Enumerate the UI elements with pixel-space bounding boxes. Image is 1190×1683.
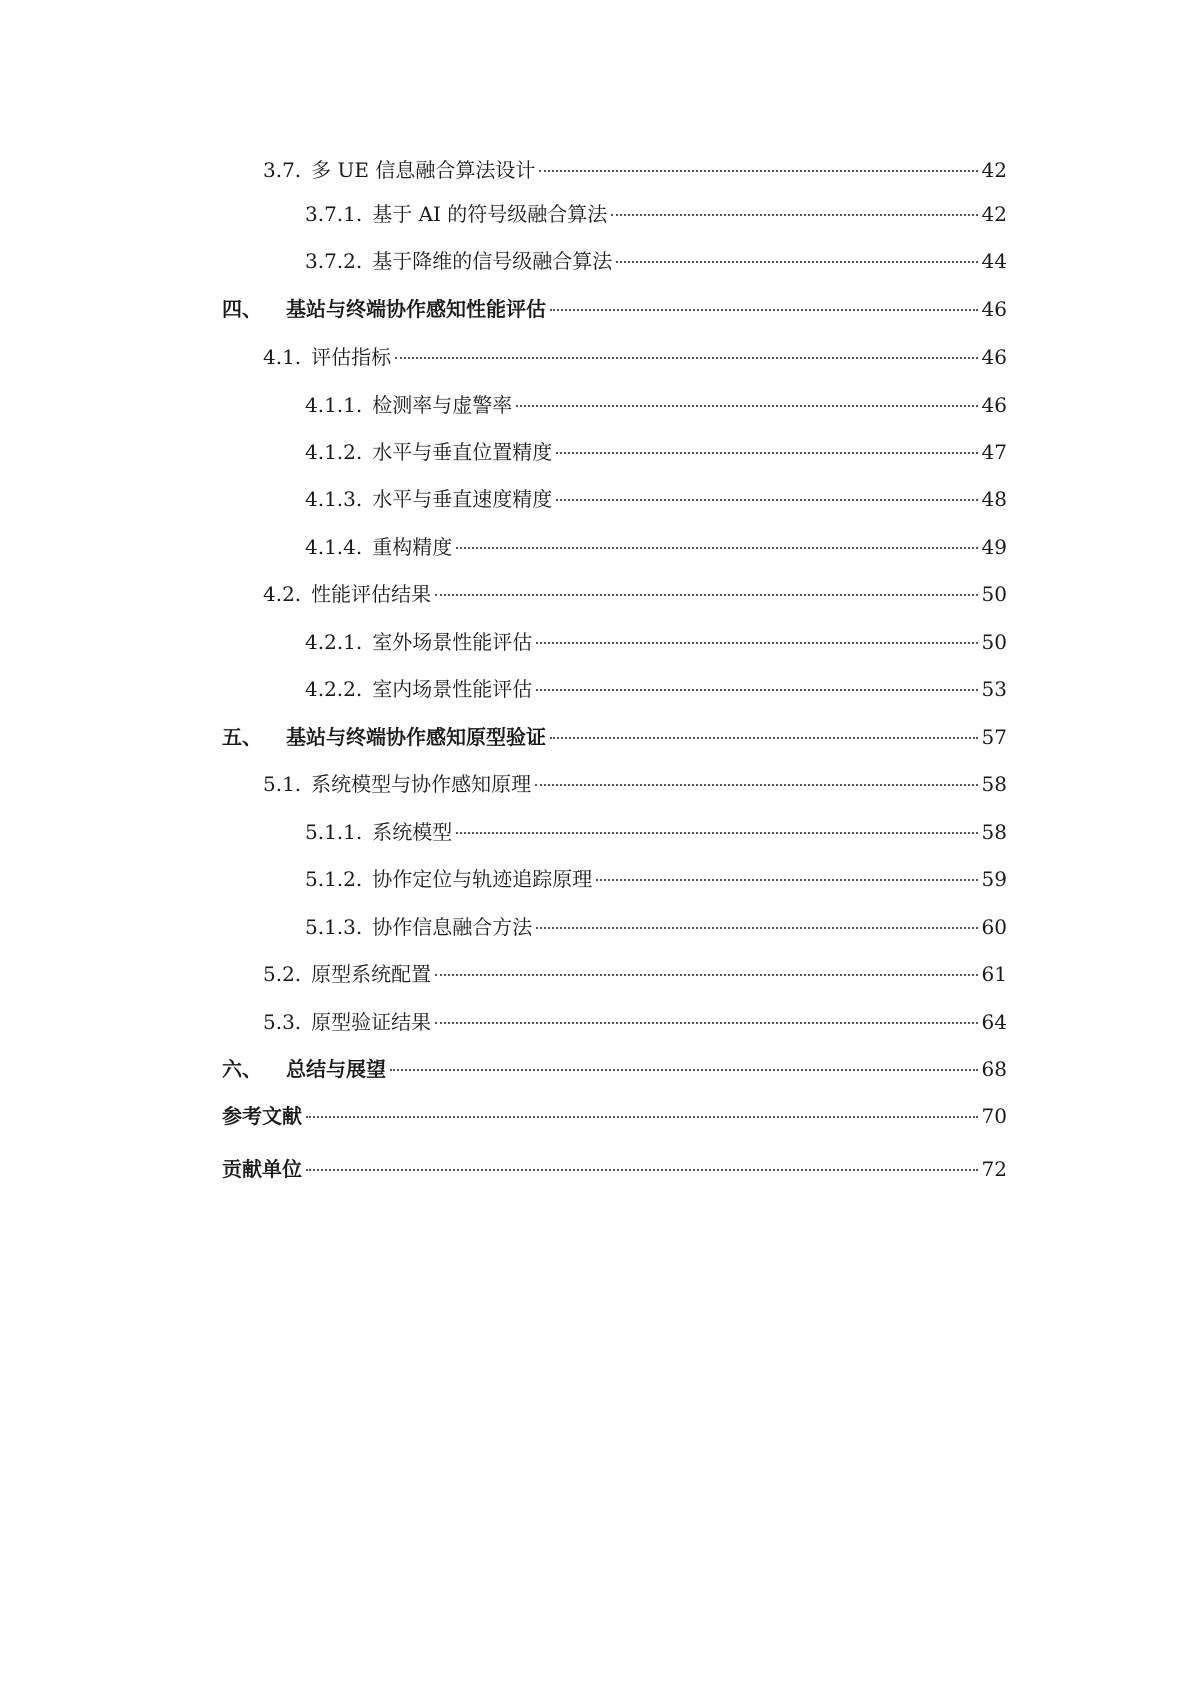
entry-title: 系统模型与协作感知原理 [311, 772, 532, 796]
entry-page-number: 60 [981, 915, 1007, 939]
toc-entry-3-7[interactable] [263, 155, 1007, 185]
entry-page-number: 53 [981, 677, 1007, 701]
dot-leader [616, 261, 977, 263]
toc-entry-4-2-1[interactable] [305, 627, 1007, 657]
entry-number: 4.1. [263, 345, 302, 369]
entry-page-number: 59 [981, 867, 1007, 891]
toc-entry-references[interactable] [222, 1101, 1007, 1131]
entry-number: 5.1. [263, 772, 302, 796]
toc-entry-chapter-6[interactable] [222, 1054, 1007, 1084]
entry-page-number: 42 [981, 158, 1007, 182]
entry-page-number: 58 [981, 772, 1007, 796]
toc-entry-5-2[interactable] [263, 959, 1007, 989]
toc-entry-4-2[interactable] [263, 579, 1007, 609]
entry-page-number: 44 [981, 249, 1007, 273]
dot-leader [596, 879, 977, 881]
toc-entry-5-1-3[interactable] [305, 912, 1007, 942]
dot-leader [550, 737, 978, 739]
entry-title: 多 UE 信息融合算法设计 [311, 158, 536, 182]
toc-entry-4-1-2[interactable] [305, 437, 1007, 467]
entry-number: 5.1.2. [305, 867, 363, 891]
entry-number: 3.7.1. [305, 202, 363, 226]
dot-leader [535, 784, 977, 786]
entry-number: 4.1.1. [305, 393, 363, 417]
dot-leader [456, 832, 977, 834]
toc-entry-4-1-1[interactable] [305, 390, 1007, 420]
dot-leader [550, 309, 978, 311]
toc-entry-3-7-2[interactable] [305, 246, 1007, 276]
entry-page-number: 49 [981, 535, 1007, 559]
entry-page-number: 50 [981, 582, 1007, 606]
dot-leader [306, 1169, 978, 1171]
entry-number: 4.1.2. [305, 440, 363, 464]
entry-title: 水平与垂直速度精度 [372, 487, 553, 511]
dot-leader [536, 927, 977, 929]
dot-leader [390, 1069, 978, 1071]
entry-number: 五、 [222, 725, 262, 749]
toc-entry-4-1-4[interactable] [305, 532, 1007, 562]
entry-title: 协作定位与轨迹追踪原理 [372, 867, 593, 891]
entry-number: 3.7.2. [305, 249, 363, 273]
toc-entry-chapter-4[interactable] [222, 294, 1007, 324]
dot-leader [395, 357, 977, 359]
entry-number: 4.2.1. [305, 630, 363, 654]
entry-number: 四、 [222, 297, 262, 321]
toc-entry-5-1-1[interactable] [305, 817, 1007, 847]
toc-entry-chapter-5[interactable] [222, 722, 1007, 752]
entry-title: 基于 AI 的符号级融合算法 [372, 202, 608, 226]
entry-page-number: 61 [981, 962, 1007, 986]
dot-leader [456, 547, 977, 549]
entry-page-number: 46 [981, 393, 1007, 417]
entry-title: 评估指标 [311, 345, 392, 369]
toc-entry-5-3[interactable] [263, 1007, 1007, 1037]
entry-page-number: 57 [981, 725, 1007, 749]
dot-leader [536, 689, 977, 691]
dot-leader [556, 452, 977, 454]
entry-page-number: 58 [981, 820, 1007, 844]
entry-title: 检测率与虚警率 [372, 393, 513, 417]
entry-title: 原型验证结果 [311, 1010, 432, 1034]
toc-entry-4-1-3[interactable] [305, 484, 1007, 514]
entry-title: 协作信息融合方法 [372, 915, 533, 939]
entry-page-number: 42 [981, 202, 1007, 226]
dot-leader [536, 642, 977, 644]
dot-leader [611, 214, 977, 216]
entry-title: 水平与垂直位置精度 [372, 440, 553, 464]
toc-entry-4-1[interactable] [263, 342, 1007, 372]
entry-page-number: 70 [981, 1104, 1007, 1128]
toc-entry-4-2-2[interactable] [305, 674, 1007, 704]
entry-page-number: 46 [981, 345, 1007, 369]
entry-page-number: 68 [981, 1057, 1007, 1081]
dot-leader [516, 405, 977, 407]
entry-page-number: 64 [981, 1010, 1007, 1034]
entry-number: 4.2.2. [305, 677, 363, 701]
toc-entry-5-1-2[interactable] [305, 864, 1007, 894]
entry-title: 重构精度 [372, 535, 453, 559]
entry-page-number: 48 [981, 487, 1007, 511]
entry-title: 基于降维的信号级融合算法 [372, 249, 613, 273]
entry-number: 4.1.4. [305, 535, 363, 559]
dot-leader [539, 170, 977, 172]
entry-page-number: 47 [981, 440, 1007, 464]
entry-title: 室内场景性能评估 [372, 677, 533, 701]
entry-title: 室外场景性能评估 [372, 630, 533, 654]
entry-number: 4.1.3. [305, 487, 363, 511]
dot-leader [435, 1022, 977, 1024]
entry-number: 5.3. [263, 1010, 302, 1034]
entry-number: 5.1.3. [305, 915, 363, 939]
entry-number: 六、 [222, 1057, 262, 1081]
entry-title: 总结与展望 [286, 1057, 386, 1081]
entry-title: 基站与终端协作感知性能评估 [286, 297, 546, 321]
dot-leader [306, 1116, 978, 1118]
entry-title: 性能评估结果 [311, 582, 432, 606]
dot-leader [435, 974, 977, 976]
entry-number: 4.2. [263, 582, 302, 606]
entry-title: 基站与终端协作感知原型验证 [286, 725, 546, 749]
entry-number: 5.1.1. [305, 820, 363, 844]
dot-leader [556, 499, 977, 501]
toc-entry-3-7-1[interactable] [305, 199, 1007, 229]
entry-title: 贡献单位 [222, 1157, 302, 1181]
entry-number: 3.7. [263, 158, 302, 182]
entry-page-number: 50 [981, 630, 1007, 654]
toc-entry-5-1[interactable] [263, 769, 1007, 799]
toc-entry-contributors[interactable] [222, 1154, 1007, 1184]
entry-title: 原型系统配置 [311, 962, 432, 986]
entry-title: 参考文献 [222, 1104, 302, 1128]
dot-leader [435, 594, 977, 596]
entry-page-number: 72 [981, 1157, 1007, 1181]
entry-number: 5.2. [263, 962, 302, 986]
entry-page-number: 46 [981, 297, 1007, 321]
entry-title: 系统模型 [372, 820, 453, 844]
